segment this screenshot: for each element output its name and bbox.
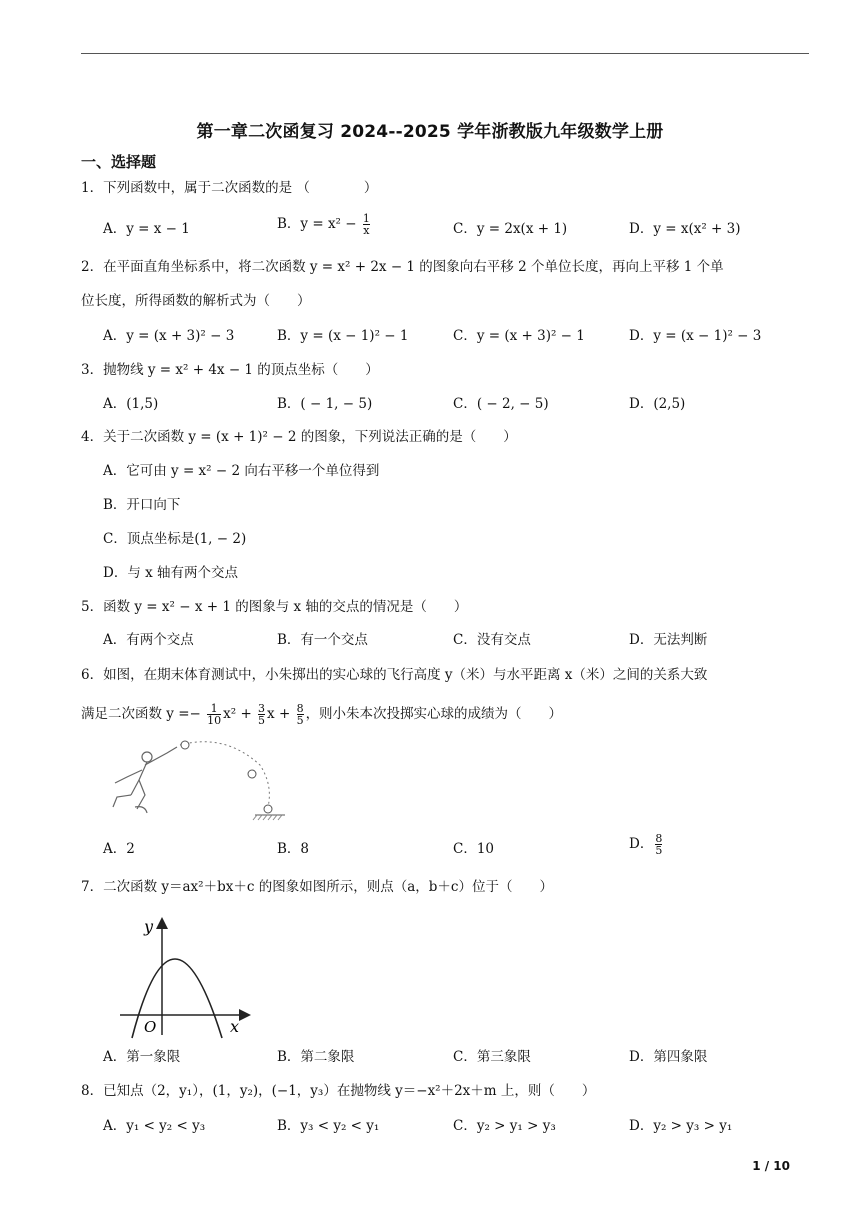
q7-option-d: D．第四象限 [629, 1049, 708, 1065]
athlete-icon [113, 747, 177, 813]
q8-option-a: A．y₁ < y₂ < y₃ [103, 1118, 206, 1134]
q7-stem: 7．二次函数 y＝ax²＋bx＋c 的图象如图所示，则点（a，b＋c）位于（ ） [81, 879, 553, 895]
ball-icon [264, 805, 272, 813]
q6-option-b: B．8 [277, 841, 310, 857]
q7-option-a: A．第一象限 [103, 1049, 181, 1065]
q6-option-a: A．2 [103, 841, 135, 857]
q8-option-d: D．y₂ > y₃ > y₁ [629, 1118, 733, 1134]
q5-option-a: A．有两个交点 [103, 632, 194, 648]
q4-option-b: B．开口向下 [103, 497, 181, 513]
section-heading: 一、选择题 [81, 153, 157, 171]
q4-option-a: A．它可由 y = x² − 2 向右平移一个单位得到 [103, 463, 380, 479]
q2-option-d: D．y = (x − 1)² − 3 [629, 328, 762, 344]
q2-stem-line1: 2．在平面直角坐标系中，将二次函数 y = x² + 2x − 1 的图象向右平移 2 个单位长度，再向上平移 1 个单 [81, 259, 724, 275]
q2-stem-line2: 位长度，所得函数的解析式为（ ） [81, 293, 311, 309]
q7-option-b: B．第二象限 [277, 1049, 355, 1065]
q3-option-a: A．(1,5) [103, 396, 159, 412]
q1-option-d: D．y = x(x² + 3) [629, 221, 741, 237]
x-axis-label: x [230, 1017, 240, 1036]
q5-option-c: C．没有交点 [453, 632, 531, 648]
q3-stem: 3．抛物线 y = x² + 4x − 1 的顶点坐标（ ） [81, 362, 379, 378]
origin-label: O [144, 1018, 157, 1036]
q8-stem: 8．已知点（2，y₁），(1，y₂)，(−1，y₃）在抛物线 y＝−x²＋2x＋m 上，则（ ） [81, 1083, 596, 1099]
header-rule [81, 53, 809, 54]
q8-option-c: C．y₂ > y₁ > y₃ [453, 1118, 556, 1134]
y-axis-label: y [144, 917, 154, 936]
q6-stem-line1: 6．如图，在期末体育测试中，小朱掷出的实心球的飞行高度 y（米）与水平距离 x（米）之间的关系大致 [81, 667, 708, 683]
q1-option-a: A．y = x − 1 [103, 221, 190, 237]
q6-option-c: C．10 [453, 841, 495, 857]
q7-option-c: C．第三象限 [453, 1049, 531, 1065]
q1-option-c: C．y = 2x(x + 1) [453, 221, 568, 237]
q5-option-b: B．有一个交点 [277, 632, 368, 648]
q2-option-a: A．y = (x + 3)² − 3 [103, 328, 235, 344]
q1-option-b: B．y = x² − $\frac{1}{x}$ [277, 212, 370, 237]
q6-stem-line2: 满足二次函数 y =− $\frac{1}{10}$ x² + $\frac{3}{5}$ x + $\frac{8}{5}$ ，则小朱本次投掷实心球的成绩为（ ） [81, 702, 563, 727]
q2-option-b: B．y = (x − 1)² − 1 [277, 328, 409, 344]
q4-option-c: C．顶点坐标是(1, − 2) [103, 531, 247, 547]
parabola-graph [110, 910, 260, 1040]
q3-option-b: B．( − 1, − 5) [277, 396, 373, 412]
q5-stem: 5．函数 y = x² − x + 1 的图象与 x 轴的交点的情况是（ ） [81, 599, 468, 615]
q6-option-d: D． $\frac{8}{5}$ [629, 832, 663, 857]
page-title: 第一章二次函复习 2024--2025 学年浙教版九年级数学上册 [196, 122, 664, 142]
q1-stem: 1．下列函数中，属于二次函数的是 （ ） [81, 180, 378, 196]
q8-option-b: B．y₃ < y₂ < y₁ [277, 1118, 380, 1134]
shot-put-figure [105, 735, 295, 825]
q3-option-c: C．( − 2, − 5) [453, 396, 549, 412]
page-number: 1 / 10 [752, 1159, 790, 1173]
ball-icon [181, 741, 189, 749]
q5-option-d: D．无法判断 [629, 632, 708, 648]
q2-option-c: C．y = (x + 3)² − 1 [453, 328, 585, 344]
q4-stem: 4．关于二次函数 y = (x + 1)² − 2 的图象，下列说法正确的是（ ） [81, 429, 517, 445]
q4-option-d: D．与 x 轴有两个交点 [103, 565, 239, 581]
ball-icon [248, 770, 256, 778]
q3-option-d: D．(2,5) [629, 396, 686, 412]
